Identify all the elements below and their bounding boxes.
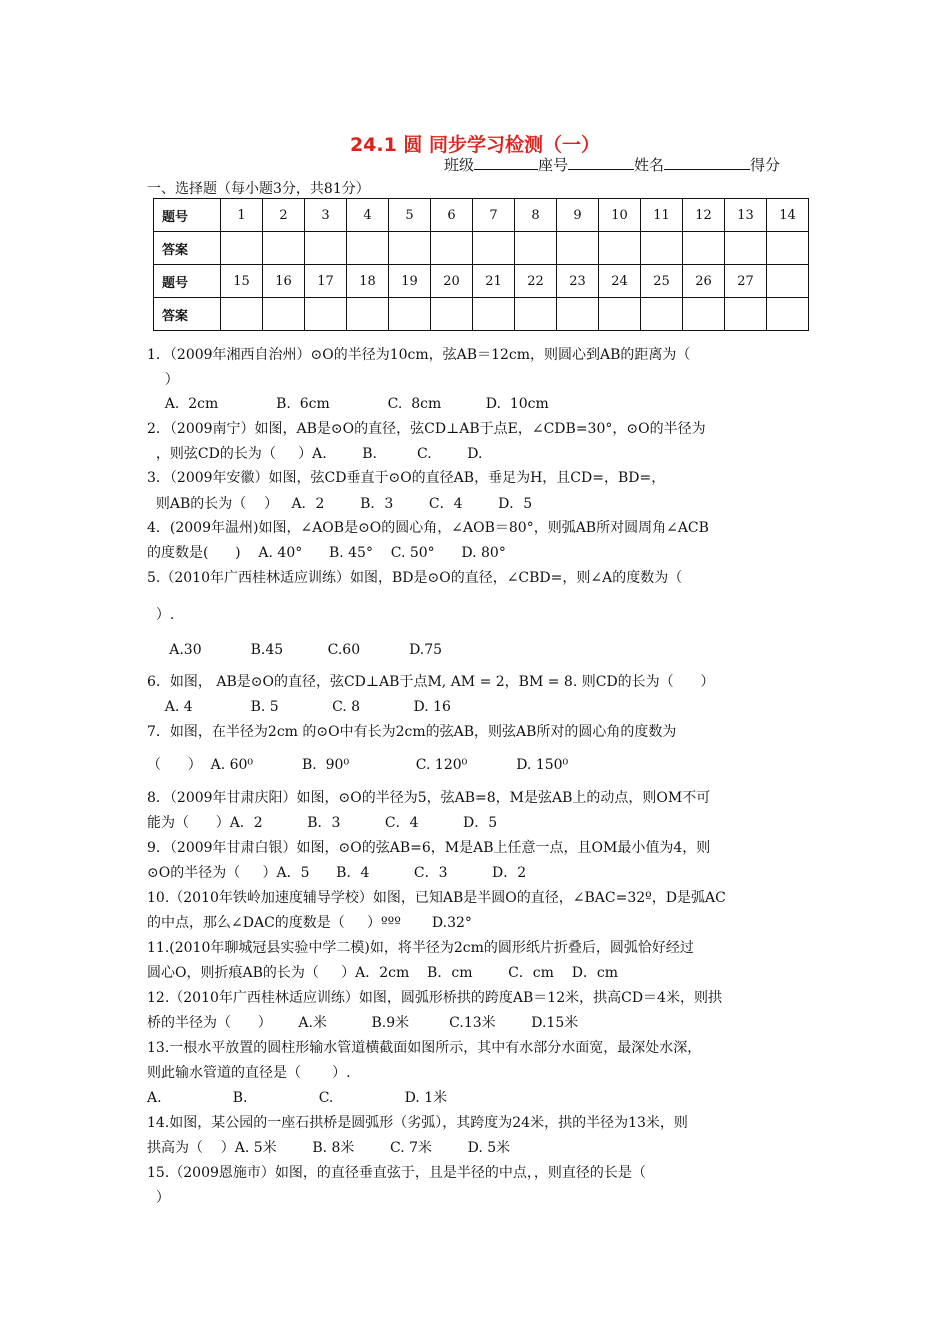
question-number-cell: 12: [683, 199, 725, 232]
answer-cell[interactable]: [389, 298, 431, 331]
answer-cell[interactable]: [473, 298, 515, 331]
class-label: 班级: [444, 156, 475, 174]
question-line: 能为（ ）A．2 B．3 C．4 D．5: [147, 815, 498, 831]
table-row: [154, 298, 809, 331]
question-number-cell: 19: [389, 265, 431, 298]
answer-cell[interactable]: [347, 232, 389, 265]
question-line: 圆心O，则折痕AB的长为（ ）A．2cm B．cm C．cm D．cm: [147, 965, 619, 981]
question-number-cell: 15: [221, 265, 263, 298]
question-number-cell: 26: [683, 265, 725, 298]
question-line: 8．（2009年甘肃庆阳）如图，⊙O的半径为5，弦AB=8，M是弦AB上的动点，则OM不可: [147, 790, 711, 806]
row-label: 题号: [154, 199, 221, 232]
question-line: 7．如图，在半径为2cm 的⊙O中有长为2cm的弦AB，则弦AB所对的圆心角的度数为: [147, 724, 677, 740]
answer-cell[interactable]: [599, 232, 641, 265]
answer-cell[interactable]: [389, 232, 431, 265]
answer-cell[interactable]: [221, 298, 263, 331]
answer-cell[interactable]: [557, 232, 599, 265]
name-label: 姓名: [634, 156, 665, 174]
question-number-cell: 18: [347, 265, 389, 298]
question-line: 拱高为（ ）A. 5米 B. 8米 C. 7米 D. 5米: [147, 1140, 511, 1156]
question-number-cell: 27: [725, 265, 767, 298]
question-line: 15.（2009恩施市）如图，的直径垂直弦于，且是半径的中点，，则直径的长是（: [147, 1165, 646, 1181]
question-number-cell: 10: [599, 199, 641, 232]
question-number-cell: 16: [263, 265, 305, 298]
answer-cell[interactable]: [263, 232, 305, 265]
table-row: [154, 199, 809, 232]
question-line: 14.如图，某公园的一座石拱桥是圆弧形（劣弧），其跨度为24米，拱的半径为13米，则: [147, 1115, 688, 1131]
question-line: 10.（2010年铁岭加速度辅导学校）如图，已知AB是半圆O的直径，∠BAC=32º，D是弧AC: [147, 890, 726, 906]
answer-cell[interactable]: [725, 298, 767, 331]
question-number-cell: 9: [557, 199, 599, 232]
question-number-cell: 23: [557, 265, 599, 298]
question-number-cell: 20: [431, 265, 473, 298]
question-number-cell: 6: [431, 199, 473, 232]
question-number-cell: [767, 265, 809, 298]
question-line: 2．（2009南宁）如图，AB是⊙O的直径，弦CD⊥AB于点E，∠CDB=30°，⊙O的半径为: [147, 421, 706, 437]
question-number-cell: 3: [305, 199, 347, 232]
row-label: 题号: [154, 265, 221, 298]
question-number-cell: 4: [347, 199, 389, 232]
question-number-cell: 25: [641, 265, 683, 298]
answer-cell[interactable]: [305, 232, 347, 265]
answer-cell[interactable]: [431, 232, 473, 265]
question-line: A. 2cm B. 6cm C. 8cm D. 10cm: [147, 396, 549, 412]
question-line: ）.: [147, 607, 175, 623]
answer-cell[interactable]: [641, 232, 683, 265]
question-number-cell: 5: [389, 199, 431, 232]
question-number-cell: 22: [515, 265, 557, 298]
question-number-cell: 11: [641, 199, 683, 232]
question-number-cell: 13: [725, 199, 767, 232]
question-line: 桥的半径为（ ） A.米 B.9米 C.13米 D.15米: [147, 1015, 579, 1031]
question-number-cell: 1: [221, 199, 263, 232]
question-line: 1．（2009年湘西自治州）⊙O的半径为10cm，弦AB＝12cm，则圆心到AB的距离为（: [147, 347, 691, 363]
question-line: ）: [147, 1190, 170, 1206]
question-line: 13.一根水平放置的圆柱形输水管道横截面如图所示，其中有水部分水面宽，最深处水深，: [147, 1040, 702, 1056]
question-line: A.30 B.45 C.60 D.75: [147, 642, 443, 658]
question-number-cell: 21: [473, 265, 515, 298]
answer-cell[interactable]: [431, 298, 473, 331]
answer-cell[interactable]: [263, 298, 305, 331]
question-number-cell: 8: [515, 199, 557, 232]
answer-cell[interactable]: [221, 232, 263, 265]
question-number-cell: 24: [599, 265, 641, 298]
question-line: A. 4 B. 5 C. 8 D. 16: [147, 699, 451, 715]
score-label: 得分: [750, 156, 781, 174]
question-number-cell: 14: [767, 199, 809, 232]
answer-cell[interactable]: [557, 298, 599, 331]
question-line: 的度数是( ) A. 40° B. 45° C. 50° D. 80°: [147, 545, 506, 561]
answer-cell[interactable]: [725, 232, 767, 265]
question-line: 5.（2010年广西桂林适应训练）如图，BD是⊙O的直径，∠CBD=，则∠A的度数为（: [147, 570, 683, 586]
student-info-line: [444, 154, 780, 175]
table-row: [154, 265, 809, 298]
question-line: ，则弦CD的长为（ ）A. B. C. D.: [147, 446, 483, 462]
question-line: ⊙O的半径为（ ）A．5 B．4 C．3 D．2: [147, 865, 527, 881]
question-line: A. B. C. D. 1米: [147, 1090, 448, 1106]
question-line: 3．（2009年安徽）如图，弦CD垂直于⊙O的直径AB，垂足为H，且CD=，BD=，: [147, 470, 666, 486]
question-line: 12.（2010年广西桂林适应训练）如图，圆弧形桥拱的跨度AB＝12米，拱高CD＝4米，则拱: [147, 990, 722, 1006]
answer-cell[interactable]: [305, 298, 347, 331]
table-row: [154, 232, 809, 265]
class-blank: [474, 155, 538, 170]
answer-cell[interactable]: [767, 298, 809, 331]
answer-cell[interactable]: [683, 298, 725, 331]
seat-blank: [568, 155, 634, 170]
question-number-cell: 7: [473, 199, 515, 232]
question-line: ）: [147, 372, 179, 388]
answer-cell[interactable]: [347, 298, 389, 331]
answer-cell[interactable]: [473, 232, 515, 265]
question-line: 则AB的长为（ ） A．2 B．3 C．4 D．5: [147, 496, 533, 512]
question-line: 4．(2009年温州)如图，∠AOB是⊙O的圆心角，∠AOB＝80°，则弧AB所对圆周角∠ACB: [147, 520, 709, 536]
question-line: 9．（2009年甘肃白银）如图，⊙O的弦AB=6，M是AB上任意一点，且OM最小值为4，则: [147, 840, 711, 856]
question-line: 的中点，那么∠DAC的度数是（ ）ººº D.32°: [147, 915, 472, 931]
answer-cell[interactable]: [515, 298, 557, 331]
question-number-cell: 17: [305, 265, 347, 298]
page-title: 24.1 圆 同步学习检测（一）: [349, 134, 601, 156]
answer-cell[interactable]: [641, 298, 683, 331]
answer-cell[interactable]: [599, 298, 641, 331]
section-title: 一、选择题（每小题3分，共81分）: [147, 181, 370, 197]
row-label: 答案: [154, 298, 221, 331]
answer-cell[interactable]: [767, 232, 809, 265]
answer-table: [153, 198, 809, 331]
answer-cell[interactable]: [515, 232, 557, 265]
seat-label: 座号: [538, 156, 569, 174]
name-blank: [664, 155, 750, 170]
question-line: 6．如图， AB是⊙O的直径，弦CD⊥AB于点M, AM = 2，BM = 8. 则CD的长为（ ）: [147, 674, 715, 690]
question-line: 则此输水管道的直径是（ ）.: [147, 1065, 351, 1081]
question-line: （ ） A. 60⁰ B. 90⁰ C. 120⁰ D. 150⁰: [147, 757, 569, 773]
question-line: 11.(2010年聊城冠县实验中学二模)如，将半径为2cm的圆形纸片折叠后，圆弧恰好经过: [147, 940, 694, 956]
question-number-cell: 2: [263, 199, 305, 232]
answer-cell[interactable]: [683, 232, 725, 265]
row-label: 答案: [154, 232, 221, 265]
